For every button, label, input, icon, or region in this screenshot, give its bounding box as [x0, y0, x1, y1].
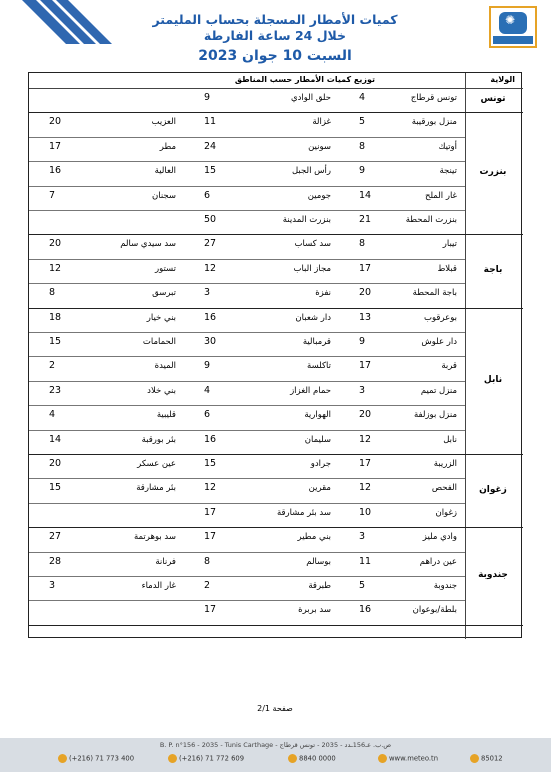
station-name: الهوارية: [304, 410, 331, 421]
rainfall-value: 11: [204, 116, 217, 128]
rainfall-value: 8: [49, 287, 56, 299]
station-name: منزل تميم: [420, 385, 457, 396]
region-label: نابل: [483, 374, 503, 385]
rainfall-value: 3: [359, 531, 366, 543]
rainfall-value: 5: [359, 580, 366, 591]
station-name: سد بربرة: [298, 605, 331, 616]
station-name: منزل بوزلفة: [414, 410, 457, 421]
rainfall-value: 4: [359, 92, 366, 103]
rainfall-value: 17: [359, 458, 372, 469]
rainfall-value: 16: [204, 433, 217, 445]
station-name: مطر: [159, 141, 176, 152]
rainfall-value: 5: [359, 116, 366, 128]
region-label: باجة: [483, 265, 503, 275]
rainfall-value: 9: [359, 165, 366, 177]
group-divider: [29, 454, 523, 455]
station-name: قبلاط: [437, 263, 457, 274]
station-name: وادي مليز: [422, 532, 457, 543]
phone-icon: [58, 754, 67, 763]
station-name: تستور: [154, 263, 176, 274]
document-title: كميات الأمطار المسجلة بحساب المليمتر: [152, 12, 398, 27]
station-name: الميدة: [154, 361, 176, 372]
row-divider: [29, 283, 465, 284]
group-divider: [29, 527, 523, 528]
row-divider: [29, 186, 465, 187]
rainfall-value: 17: [204, 506, 217, 518]
station-name: سليمان: [304, 434, 331, 445]
rainfall-value: 20: [359, 287, 372, 299]
rainfall-value: 15: [204, 458, 217, 469]
location-icon: [470, 754, 479, 763]
station-name: بني مطير: [297, 532, 331, 543]
rainfall-value: 3: [49, 580, 56, 591]
row-divider: [29, 552, 465, 553]
region-label: جندوبة: [478, 570, 508, 580]
station-name: بنزرت المحطة: [405, 215, 457, 225]
station-name: دار علوش: [421, 337, 457, 347]
row-divider: [29, 259, 465, 260]
rainfall-value: 50: [204, 214, 217, 225]
rainfall-value: 8: [359, 140, 366, 152]
station-name: بني خيار: [146, 312, 176, 323]
row-divider: [29, 381, 465, 382]
group-divider: [29, 308, 523, 309]
station-name: الحمامات: [142, 337, 176, 347]
rainfall-value: 30: [204, 336, 217, 347]
region-label: بنزرت: [479, 167, 507, 178]
station-name: حمام الغزاز: [290, 385, 331, 396]
rainfall-value: 28: [49, 555, 62, 567]
document-subtitle: خلال 24 ساعة الفارطة: [203, 28, 347, 43]
rainfall-value: 9: [359, 336, 366, 347]
rainfall-value: 18: [49, 311, 62, 323]
rainfall-value: 20: [359, 409, 372, 421]
station-name: العزيب: [151, 117, 176, 128]
row-divider: [29, 478, 465, 479]
station-name: الزريبة: [433, 459, 457, 469]
rainfall-value: 15: [204, 165, 217, 177]
station-name: بئر بورقبة: [141, 434, 176, 445]
station-name: مجاز الباب: [293, 263, 331, 274]
report-date: السبت 10 جوان 2023: [198, 48, 352, 64]
station-name: تينجة: [439, 166, 457, 177]
footer-code: 85012: [470, 754, 503, 763]
rainfall-value: 3: [204, 287, 211, 299]
rainfall-value: 4: [49, 409, 56, 421]
rainfall-value: 17: [359, 360, 372, 372]
station-name: حلق الوادي: [290, 93, 331, 103]
station-name: بوسالم: [306, 556, 331, 567]
station-name: تونس قرطاج: [410, 93, 457, 103]
rainfall-value: 12: [49, 262, 62, 274]
station-name: جومين: [307, 190, 331, 201]
station-name: زغوان: [435, 507, 457, 518]
rainfall-value: 17: [204, 531, 217, 543]
rainfall-table: [28, 72, 522, 638]
rainfall-value: 2: [204, 580, 211, 591]
phone-icon: [168, 754, 177, 763]
rainfall-value: 20: [49, 458, 62, 469]
rainfall-value: 21: [359, 214, 372, 225]
station-name: العالية: [154, 166, 176, 177]
globe-icon: [378, 754, 387, 763]
station-name: قربة: [441, 361, 457, 372]
station-name: قرمبالية: [302, 337, 331, 347]
station-name: أوتيك: [438, 141, 457, 152]
corner-stripes-decoration: [22, 0, 112, 46]
rainfall-value: 8: [204, 555, 211, 567]
rainfall-value: 12: [359, 433, 372, 445]
row-divider: [29, 576, 465, 577]
rainfall-value: 4: [204, 384, 211, 396]
row-divider: [29, 405, 465, 406]
station-name: سجنان: [151, 190, 176, 201]
station-name: تبرسق: [152, 288, 176, 299]
station-name: دار شعبان: [295, 312, 331, 323]
rainfall-value: 6: [204, 409, 211, 421]
rainfall-value: 20: [49, 116, 62, 128]
rainfall-value: 27: [204, 238, 217, 250]
station-name: عين دراهم: [419, 556, 457, 567]
station-name: سونين: [308, 141, 331, 152]
footer-fax: 8840 0000: [288, 754, 336, 763]
rainfall-value: 14: [359, 189, 372, 201]
rainfall-value: 17: [49, 140, 62, 152]
rainfall-value: 12: [359, 482, 372, 494]
rainfall-value: 24: [204, 140, 217, 152]
row-divider: [29, 332, 465, 333]
rainfall-value: 9: [204, 92, 211, 103]
rainfall-value: 14: [49, 433, 62, 445]
rainfall-value: 16: [359, 604, 372, 616]
rainfall-value: 17: [359, 262, 372, 274]
header-divider: [29, 88, 523, 89]
station-name: سد سيدي سالم: [120, 239, 176, 250]
station-name: عين عسكر: [137, 459, 176, 469]
rainfall-value: 16: [204, 311, 217, 323]
station-name: بلطة/بوعوان: [412, 605, 457, 616]
rainfall-value: 11: [359, 555, 372, 567]
region-label: تونس: [480, 94, 506, 105]
row-divider: [29, 137, 465, 138]
rainfall-value: 8: [359, 238, 366, 250]
region-label: زغوان: [479, 484, 507, 495]
rainfall-value: 27: [49, 531, 62, 543]
station-name: بنزرت المدينة: [282, 215, 331, 225]
meteo-logo: ✺: [489, 6, 537, 48]
station-name: منزل بورقيبة: [411, 117, 457, 128]
row-divider: [29, 356, 465, 357]
row-divider: [29, 430, 465, 431]
station-name: مقرين: [308, 483, 331, 494]
station-name: تيبار: [442, 239, 457, 250]
station-name: سد كساب: [294, 239, 331, 250]
rainfall-value: 16: [49, 165, 62, 177]
column-header-region: الولاية: [490, 75, 515, 84]
group-divider: [29, 112, 523, 113]
footer: [0, 738, 551, 772]
row-divider: [29, 503, 465, 504]
station-name: بئر مشارقة: [136, 483, 176, 494]
page-number: صفحة 2/1: [257, 704, 293, 713]
rainfall-value: 7: [49, 189, 56, 201]
rainfall-value: 20: [49, 238, 62, 250]
station-name: سد بئر مشارقة: [276, 507, 331, 518]
row-divider: [29, 210, 465, 211]
rainfall-value: 9: [204, 360, 211, 372]
station-name: قليبية: [156, 410, 176, 421]
station-name: سد بوهرتمة: [133, 532, 176, 543]
rainfall-value: 12: [204, 482, 217, 494]
footer-website[interactable]: www.meteo.tn: [378, 754, 438, 763]
station-name: نابل: [443, 434, 457, 445]
station-name: تاكلسة: [307, 361, 331, 372]
station-name: باجة المحطة: [412, 288, 457, 299]
rainfall-value: 12: [204, 262, 217, 274]
rainfall-value: 2: [49, 360, 56, 372]
footer-phone2: (+216) 71 772 609: [168, 754, 244, 763]
rainfall-value: 6: [204, 189, 211, 201]
station-name: فرنانة: [155, 556, 176, 567]
rainfall-value: 3: [359, 384, 366, 396]
footer-address: B. P. n°156 - 2035 - Tunis Carthage - ص.ب. عـ156ـدد - 2035 - تونس قرطاج: [159, 741, 392, 749]
rainfall-value: 15: [49, 482, 62, 494]
column-header-distribution: توزيع كميات الأمطار حسب المناطق: [234, 75, 375, 84]
rainfall-value: 17: [204, 604, 217, 616]
fax-icon: [288, 754, 297, 763]
station-name: بوعرقوب: [424, 312, 457, 323]
footer-phone1: (+216) 71 773 400: [58, 754, 134, 763]
region-column-divider: [465, 73, 466, 639]
station-name: رأس الجبل: [292, 166, 331, 177]
station-name: بني خلاد: [147, 385, 176, 396]
rainfall-value: 23: [49, 384, 62, 396]
rainfall-value: 15: [49, 336, 62, 347]
station-name: غزالة: [312, 117, 331, 128]
station-name: غار الملح: [424, 190, 457, 201]
rainfall-value: 13: [359, 311, 372, 323]
station-name: جرادو: [310, 459, 331, 469]
group-divider: [29, 234, 523, 235]
station-name: غار الدماء: [141, 581, 176, 591]
station-name: جندوبة: [433, 581, 457, 591]
station-name: الفحص: [431, 483, 457, 494]
station-name: نفزة: [315, 288, 331, 299]
group-divider: [29, 625, 523, 626]
station-name: طبرقة: [308, 581, 331, 591]
row-divider: [29, 161, 465, 162]
rainfall-value: 10: [359, 506, 372, 518]
row-divider: [29, 600, 465, 601]
